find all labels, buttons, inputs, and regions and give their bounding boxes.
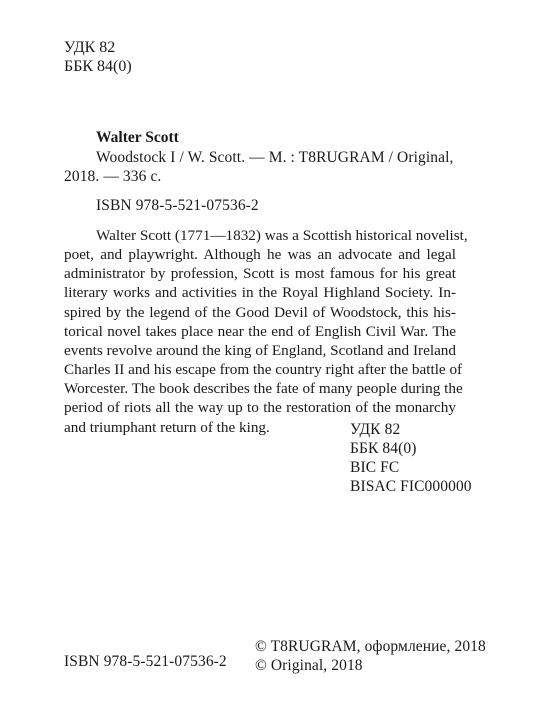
udc-code: УДК 82 [64, 39, 116, 56]
annotation-line: Worcester. The book describes the fate of many people during the [64, 380, 463, 398]
bibliographic-citation-line-2: 2018. — 336 с. [64, 168, 162, 185]
udc-code: УДК 82 [350, 421, 401, 438]
bbk-code: ББК 84(0) [350, 440, 417, 457]
annotation-line: torical novel takes place near the end of English Civil War. The [64, 322, 456, 340]
bisac-code: BISAC FIC000000 [350, 478, 472, 495]
copyright-block [255, 637, 486, 675]
bbk-code: ББК 84(0) [64, 58, 132, 75]
annotation-line: spired by the legend of the Good Devil of Woodstock, this his- [64, 303, 456, 321]
annotation-line: Charles II and his escape from the country right after the battle of [64, 361, 463, 379]
isbn-line: ISBN 978-5-521-07536-2 [96, 197, 259, 214]
annotation-line: Walter Scott (1771—1832) was a Scottish historical novelist, [96, 227, 468, 244]
copyright-publisher: © T8RUGRAM, оформление, 2018 [255, 638, 486, 655]
annotation-line: period of riots all the way up to the restoration of the monarchy [64, 399, 456, 417]
annotation-line: poet, and playwright. Although he was an advocate and legal [64, 246, 456, 264]
annotation-line: literary works and activities in the Royal Highland Society. In- [64, 284, 456, 302]
bic-code: BIC FC [350, 459, 400, 476]
annotation-paragraph [64, 226, 468, 437]
bibliographic-citation-line-1: Woodstock I / W. Scott. — M. : T8RUGRAM / Original, [96, 149, 454, 166]
annotation-line: administrator by profession, Scott is most famous for his great [64, 265, 456, 283]
isbn-bottom: ISBN 978-5-521-07536-2 [64, 653, 227, 670]
annotation-line: events revolve around the king of England, Scotland and Ireland [64, 341, 456, 359]
author-name: Walter Scott [96, 129, 179, 146]
copyright-original: © Original, 2018 [255, 657, 363, 674]
classification-codes-top [64, 38, 132, 76]
annotation-line: and triumphant return of the king. [64, 418, 270, 436]
classification-codes-right [350, 420, 472, 496]
